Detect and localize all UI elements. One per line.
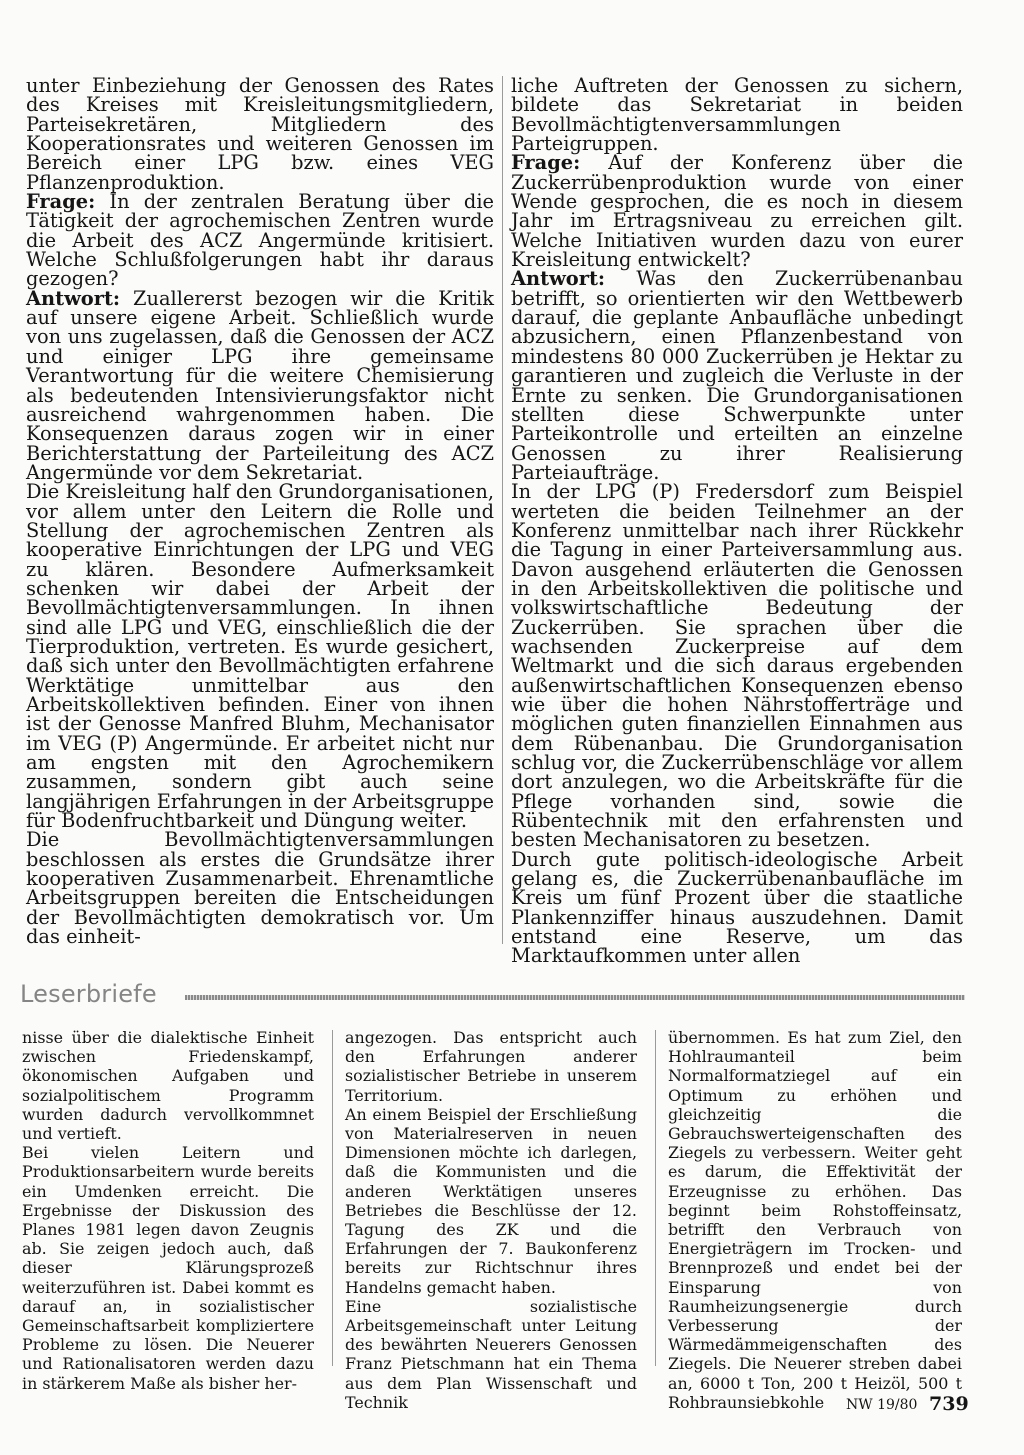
section-header-rule [185,995,965,1000]
article-column-left [26,74,494,949]
column-divider [502,76,503,944]
paragraph: Die Kreisleitung half den Grundorganisationen, vor allem unter den Leitern die Rolle und Stellung der agrochemischen Zentren als kooperative Einrichtungen der LPG und VEG zu klären. Besondere Aufmerksamkeit schenken wir dabei der Arbeit der Bevollmächtigtenversammlungen. In ihnen sind alle LPG und VEG, einschließlich die der Tierproduktion, vertreten. Es wurde gesichert, daß sich unter den Bevollmächtigten erfahrene Werktätige unmittelbar aus den Arbeitskollektiven befinden. Einer von ihnen ist der Genosse Manfred Bluhm, Mechanisator im VEG (P) Angermünde. Er arbeitet nicht nur am engsten mit den Agrochemikern zusammen, sondern gibt auch seine langjährigen Erfahrungen in der Arbeitsgruppe für Bodenfruchtbarkeit und Düngung weiter. [26,480,494,833]
paragraph: Eine sozialistische Arbeitsgemeinschaft unter Leitung des bewährten Neuerers Genossen Franz Pietschmann hat ein Thema aus dem Plan Wissenschaft und Technik [345,1296,637,1412]
journal-issue: NW 19/80 [846,1397,918,1413]
column-divider [655,1030,656,1366]
answer-label: Antwort: [26,286,121,310]
question-label: Frage: [511,151,581,175]
question-text: Auf der Konferenz über die Zuckerrübenproduktion wurde von einer Wende gesprochen, die es noch in diesem Jahr im Ertragsniveau zu erreichen gilt. Welche Initiativen wurden dazu von eurer Kreisleitung entwickelt? [511,151,963,272]
paragraph: unter Einbeziehung der Genossen des Rates des Kreises mit Kreisleitungsmitgliedern, Parteisekretären, Mitgliedern des Kooperationsrates und weiteren Genossen im Bereich einer LPG bzw. eines VEG Pflanzenproduktion. [26,74,494,194]
question-label: Frage: [26,190,96,214]
page-number: 739 [929,1393,969,1415]
paragraph: Durch gute politisch-ideologische Arbeit gelang es, die Zuckerrübenanbaufläche im Kreis um fünf Prozent über die staatliche Plankennziffer hinaus auszudehnen. Damit entstand eine Reserve, um das Marktaufkommen unter allen [511,847,963,968]
paragraph: In der LPG (P) Fredersdorf zum Beispiel werteten die beiden Teilnehmer an der Konferenz unmittelbar nach ihrer Rückkehr die Tagung in einer Parteiversammlung aus. Davon ausgehend erläuterten die Genossen in den Arbeitskollektiven die politische und volkswirtschaftliche Bedeutung der Zuckerrüben. Sie sprachen über die wachsenden Zuckerpreise auf dem Weltmarkt und die sich daraus ergebenden außenwirtschaftlichen Konsequenzen ebenso wie über die hohen Nährstofferträge und möglichen guten finanziellen Einnahmen aus dem Rübenanbau. Die Grundorganisation schlug vor, die Zuckerrübenschläge vor allem dort anzulegen, wo die Arbeitskräfte für die Pflege vorhanden sind, sowie die Rübentechnik mit den erfahrensten und besten Mechanisatoren zu besetzen. [511,480,963,852]
paragraph: Die Bevollmächtigtenversammlungen beschlossen als erstes die Grundsätze ihrer kooperativen Zusammenarbeit. Ehrenamtliche Arbeitsgruppen bereiten die Entscheidungen der Bevollmächtigten demokratisch vor. Um das einheit- [26,828,494,949]
question-paragraph [511,151,963,272]
question-text: In der zentralen Beratung über die Tätigkeit der agrochemischen Zentren wurde die Arbeit des ACZ Angermünde kritisiert. Welche Schlußfolgerungen habt ihr daraus gezogen? [26,190,494,291]
article-column-right [511,76,963,966]
paragraph: An einem Beispiel der Erschließung von Materialreserven in neuen Dimensionen möchte ich darlegen, daß die Kommunisten und die anderen Werktätigen unseres Betriebes die Beschlüsse der 12. Tagung des ZK und die Erfahrungen der 7. Baukonferenz bereits zur Richtschnur ihres Handelns gemacht haben. [345,1104,637,1297]
letters-column-1 [22,1028,314,1393]
answer-paragraph [26,286,494,484]
answer-label: Antwort: [511,267,606,291]
letters-column-2 [345,1028,637,1412]
paragraph: angezogen. Das entspricht auch den Erfahrungen anderer sozialistischer Betriebe in unserem Territorium. [345,1028,637,1105]
paragraph: nisse über die dialektische Einheit zwischen Friedenskampf, ökonomischen Aufgaben und sozialpolitischem Programm wurden dadurch vervollkommnet und vertieft. [22,1028,314,1144]
section-title: Leserbriefe [20,980,157,1008]
answer-text: Zuallererst bezogen wir die Kritik auf unsere eigene Arbeit. Schließlich wurde von uns zugelassen, daß die Genossen der ACZ und einiger LPG ihre gemeinsame Verantwortung für die weitere Chemisierung als bedeutenden Intensivierungsfaktor nicht ausreichend wahrgenommen haben. Die Konsequenzen daraus zogen wir in einer Berichterstattung der Parteileitung des ACZ Angermünde vor dem Sekretariat. [26,286,494,484]
section-header-leserbriefe [20,980,960,1010]
question-paragraph [26,192,494,289]
answer-paragraph [511,269,963,482]
paragraph: Bei vielen Leitern und Produktionsarbeitern wurde bereits ein Umdenken erreicht. Die Ergebnisse der Diskussion des Planes 1981 legen davon Zeugnis ab. Sie zeigen jedoch auch, daß dieser Klärungsprozeß weiterzuführen ist. Dabei kommt es darauf an, in sozialistischer Gemeinschaftsarbeit kompliziertere Probleme zu lösen. Die Neuerer und Rationalisatoren werden dazu in stärkerem Maße als bisher her- [22,1143,314,1393]
answer-text: Was den Zuckerrübenanbau betrifft, so orientierten wir den Wettbewerb darauf, die geplante Anbaufläche unbedingt abzusichern, einen Pflanzenbestand von mindestens 80 000 Zuckerrüben je Hektar zu garantieren und zugleich die Verluste in der Ernte zu senken. Die Grundorganisationen stellten diese Schwerpunkte unter Parteikontrolle und erteilten an einzelne Genossen zu ihrer Realisierung Parteiaufträge. [511,267,963,484]
paragraph: übernommen. Es hat zum Ziel, den Hohlraumanteil beim Normalformatziegel auf ein Optimum zu erhöhen und gleichzeitig die Gebrauchswerteigenschaften des Ziegels zu verbessern. Weiter geht es darum, die Effektivität der Erzeugnisse zu erhöhen. Das beginnt beim Rohstoffeinsatz, betrifft den Verbrauch von Energieträgern im Trocken- und Brennprozeß und endet bei der Einsparung von Raumheizungsenergie durch Verbesserung der Wärmedämmeigenschaften des Ziegels. Die Neuerer streben dabei an, 6000 t Ton, 200 t Heizöl, 500 t Rohbraunsiebkohle [668,1028,962,1412]
paragraph: liche Auftreten der Genossen zu sichern, bildete das Sekretariat in beiden Bevollmächtigtenversammlungen Parteigruppen. [511,74,963,156]
column-divider [332,1030,333,1366]
letters-column-3 [668,1028,962,1412]
